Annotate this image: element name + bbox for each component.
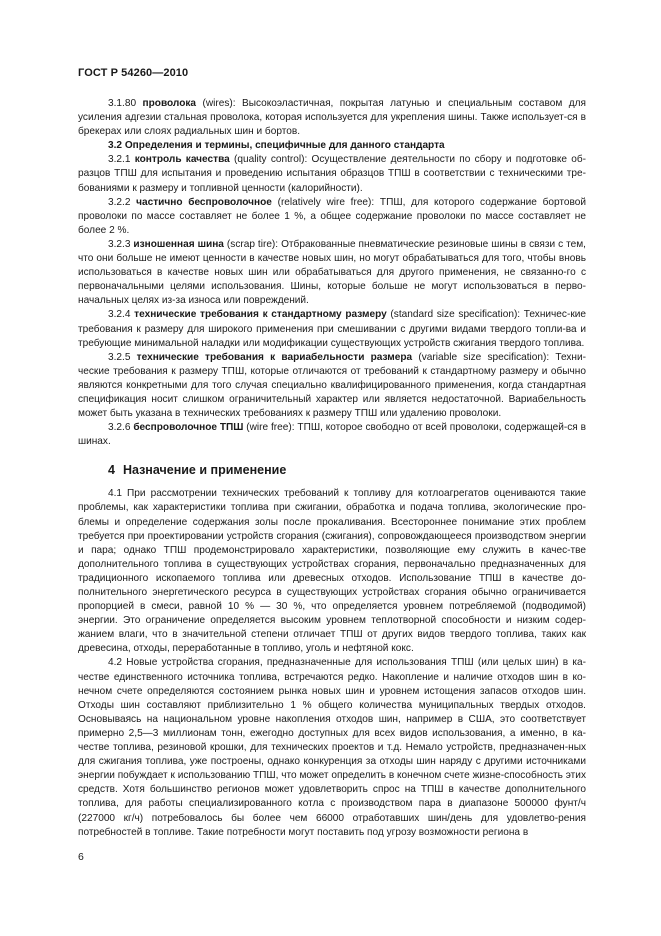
clause-number: 3.2.2 [108, 196, 131, 208]
clause-3-2-5 [78, 351, 586, 421]
clause-4-2: 4.2 Новые устройства сгорания, предназначенные для использования ТПШ (или целых шин) в ка-честве единственного источника топлива, встречаются редко. Накопление и наличие отходов шин в ко-нечном счете определяются состоянием рынка новых шин и уровнем истощения запасов отходов шин. Отходы шин составляют приблизительно 1 % общего количества муниципальных твердых отходов. Основываясь на национальном уровне накопления отходов шин, например в США, это соответствует примерно 2,5—3 миллионам тонн, ежегодно доступных для всех видов использования, а именно, в ка-честве топлива, резиновой крошки, для технических проектов и т.д. Немало устройств, предназначен-ных для сжигания топлива, уже построены, однако конкуренция за отходы шин наряду с другими источниками энергии побуждает к использованию ТПШ, что может определить в конечном счете жизне-способность этих средств. Хотя большинство регионов может удовлетворить спрос на ТПШ в качестве дополнительного топлива, для работы специализированного котла с производством пара в диапазоне 500000 фунт/ч (227000 кг/ч) потребовалось бы более чем 66000 отработавших шин/день для удовлетво-рения потребностей в топливе. Такие потребности могут поставить под угрозу возможности региона в [78, 657, 586, 838]
page-number: 6 [78, 851, 84, 863]
clause-3-2-1 [78, 153, 586, 195]
section-number: 4 [108, 463, 115, 478]
clause-text: (wires): Высокоэластичная, покрытая латунью и специальным составом для усиления адгезии стальная проволока, которая используется для укрепления шины. Также использует-ся в брекерах или слоях радиальных шин и бортов. [78, 98, 586, 138]
clause-3-1-80 [78, 97, 586, 139]
clause-text: (scrap tire): Отбракованные пневматические резиновые шины в связи с тем, что они больше не имеют ценности в качестве новых шин, но могут обрабатываться для того, чтобы вновь использоваться в качестве новых шин или обрабатываться для другого применения, не связанно-го с первоначальными целями использования. Шины, которые больше не могут использоваться в перво-начальных целях из-за износа или повреждений. [78, 238, 586, 307]
clause-3-2-3 [78, 238, 586, 308]
clause-term: контроль качества [134, 154, 230, 166]
clause-term: технические требования к вариабельности размера [136, 351, 413, 363]
clause-term: проволока [142, 98, 197, 109]
clause-number: 3.2.1 [108, 154, 131, 166]
clause-number: 3.2.5 [108, 351, 131, 363]
section-4-heading [78, 463, 586, 478]
clause-3-2-4 [78, 308, 586, 350]
clause-number: 3.2.6 [108, 422, 131, 434]
clause-term: частично беспроволочное [136, 196, 272, 208]
document-header: ГОСТ Р 54260—2010 [78, 67, 189, 79]
clause-number: 3.2.4 [108, 309, 131, 321]
clause-number: 3.2.3 [108, 238, 131, 250]
subsection-3-2-title: 3.2 Определения и термины, специфичные для данного стандарта [108, 140, 445, 152]
clause-text: (relatively wire free): ТПШ, для которого содержание бортовой проволоки по массе составляет не более 1 %, а общее содержание проволоки по массе составляет не более 2 %. [78, 196, 587, 236]
clause-term: беспроволочное ТПШ [133, 422, 244, 434]
clause-term: изношенная шина [133, 238, 224, 250]
section-title: Назначение и применение [122, 463, 287, 478]
clause-text: (standard size specification): Техничес-кие требования к размеру для широкого применения при смешивании с другими видами твердого топли-ва и требующие минимальной наладки или модификации существующих устройств сжигания твердого топлива. [78, 309, 586, 349]
clause-3-2-6 [78, 421, 586, 449]
clause-4-1: 4.1 При рассмотрении технических требований к топливу для котлоагрегатов оцениваются такие проблемы, как характеристики топлива при сжигании, обработка и подача топлива, экологические про-блемы и определение содержания золы после прокаливания. Всестороннее понимание этих проблем требуется при проектировании устройств сгорания (сжигания), сопровождающееся производством энергии и пара; однако ТПШ продемонстрировало характеристики, позволяющие ему служить в качес-тве дополнительного топлива в существующих устройствах сгорания, первоначально предназначенных для традиционного ископаемого топлива или древесных отходов. Использование ТПШ в качестве до-полнительного энергетического ресурса в существующих устройствах сгорания обычно ограничивается пропорцией в смеси, равной 10 % — 30 %, что определяется уровнем потребляемой (подводимой) энергии. Это ограничение определяется высоким уровнем теплотворной способности и низким содер-жанием влаги, что в значительной степени отличает ТПШ от других видов твердого топлива, таких как древесина, отходы, переработанные в топливо, уголь и нефтяной кокс. [78, 488, 586, 655]
clause-term: технические требования к стандартному размеру [134, 309, 387, 321]
clause-text: (wire free): ТПШ, которое свободно от всей проволоки, содержащей-ся в шинах. [78, 422, 586, 448]
clause-number: 3.1.80 [108, 98, 137, 109]
clause-3-2-2 [78, 196, 586, 238]
clause-text: (quality control): Осуществление деятельности по сбору и подготовке об-разцов ТПШ для испытания и проведению испытания образцов ТПШ в соответствии с техническими тре-бованиями к размеру и топливной ценности (калорийности). [78, 154, 586, 194]
document-body [78, 97, 586, 840]
clause-text: (variable size specification): Техни-ческие требования к размеру ТПШ, которые отличаются от требований к стандартному размеру и обычно являются конкретными для того случая специально квалифицированного применения, когда стандартная спецификация носит слишком ограничительный характер или является недостаточной. Вариабельность может быть указана в технических требованиях к размеру ТПШ или удалению проволоки. [78, 351, 587, 420]
